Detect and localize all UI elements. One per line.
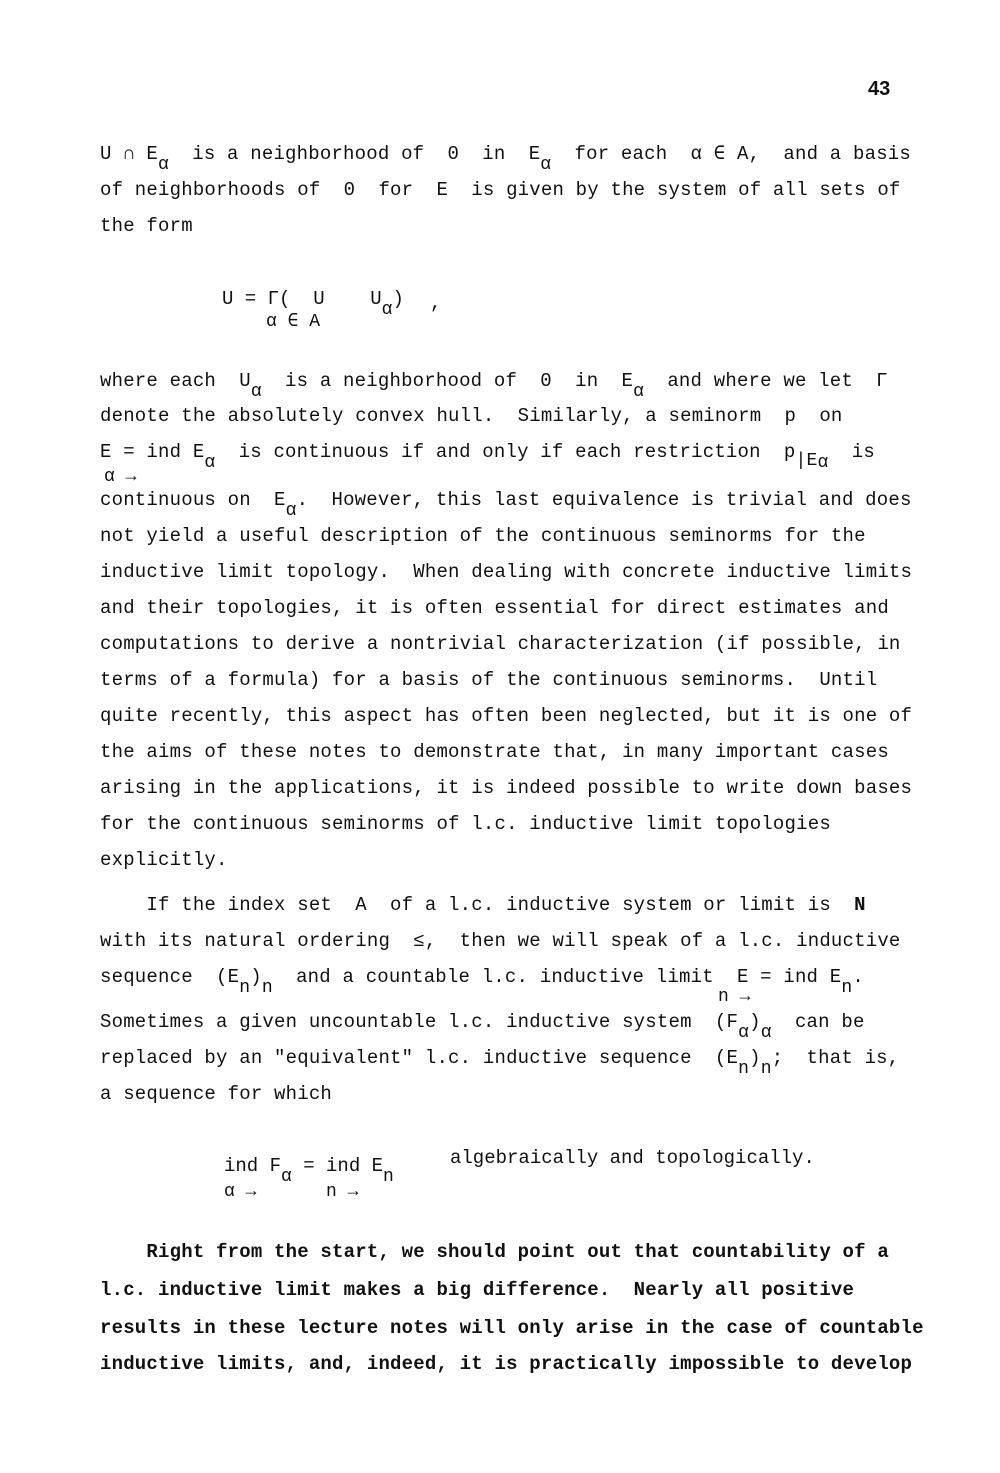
text-line: and their topologies, it is often essential for direct estimates and [100, 597, 889, 619]
text-line: for the continuous seminorms of l.c. inductive limit topologies [100, 813, 831, 835]
text-line: l.c. inductive limit makes a big difference. Nearly all positive [100, 1279, 855, 1301]
text-line: computations to derive a nontrivial characterization (if possible, in [100, 633, 901, 655]
text-line: Sometimes a given uncountable l.c. inductive system (Fα)α can be [100, 1011, 865, 1043]
text-line: E = ind Eα is continuous if and only if each restriction p|Eα is [100, 441, 875, 473]
text-line: quite recently, this aspect has often been neglected, but it is one of [100, 705, 913, 727]
page-number: 43 [868, 78, 891, 100]
text-line: inductive limit topology. When dealing with concrete inductive limits [100, 561, 913, 583]
text-line: If the index set A of a l.c. inductive system or limit is N [100, 894, 866, 916]
text-line: where each Uα is a neighborhood of 0 in Eα and where we let Γ [100, 370, 888, 402]
text-line: a sequence for which [100, 1083, 333, 1105]
text-line: continuous on Eα. However, this last equivalence is trivial and does [100, 489, 912, 521]
text-line: the aims of these notes to demonstrate that, in many important cases [100, 741, 889, 763]
text-line: explicitly. [100, 849, 228, 871]
text-line: with its natural ordering ≤, then we will speak of a l.c. inductive [100, 930, 901, 952]
text-line: the form [100, 215, 193, 237]
text-line: terms of a formula) for a basis of the continuous seminorms. Until [100, 669, 878, 691]
text-line: sequence (En)n and a countable l.c. inductive limit E = ind En. [100, 966, 864, 998]
text-line: not yield a useful description of the continuous seminorms for the [100, 525, 866, 547]
text-line: arising in the applications, it is indeed possible to write down bases [100, 777, 913, 799]
text-line: Right from the start, we should point out that countability of a [100, 1241, 889, 1263]
text-line: denote the absolutely convex hull. Similarly, a seminorm p on [100, 405, 843, 427]
text-line: replaced by an "equivalent" l.c. inductive sequence (En)n; that is, [100, 1047, 900, 1079]
text-line: results in these lecture notes will only arise in the case of countable [100, 1317, 924, 1339]
text-line: inductive limits, and, indeed, it is practically impossible to develop [100, 1353, 913, 1375]
text-line: U ∩ Eα is a neighborhood of 0 in Eα for each α ∈ A, and a basis [100, 143, 912, 175]
text-line: of neighborhoods of 0 for E is given by the system of all sets of [100, 179, 901, 201]
